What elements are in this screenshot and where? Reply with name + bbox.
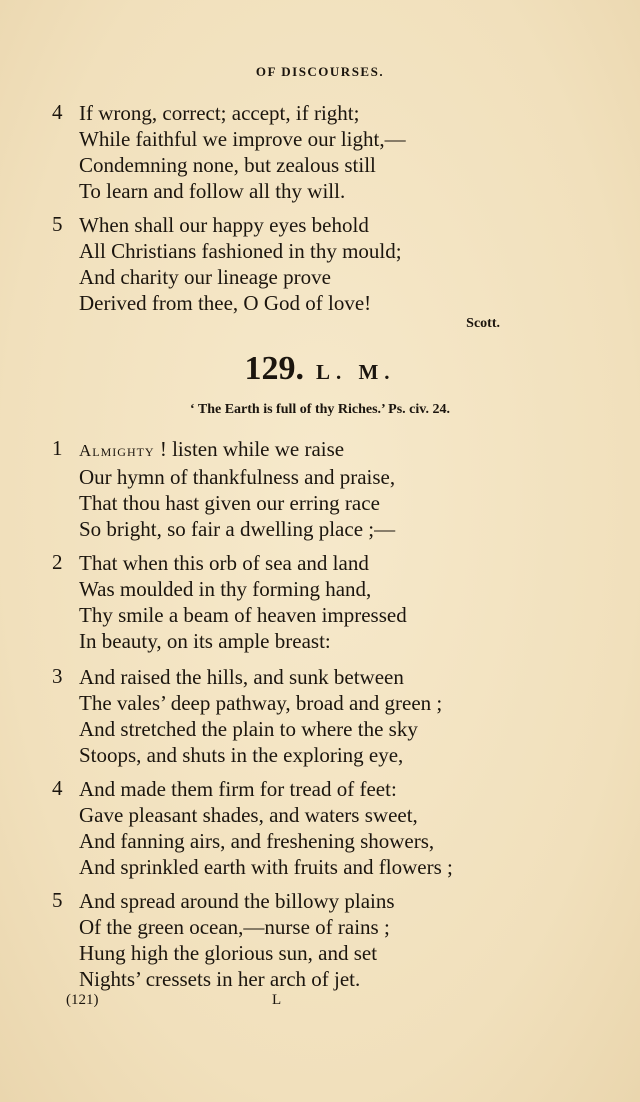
verse-line: And charity our lineage prove xyxy=(79,265,331,289)
verse-line: All Christians fashioned in thy mould; xyxy=(79,239,402,263)
stanza-number: 3 xyxy=(52,664,63,688)
verse-line: The vales’ deep pathway, broad and green ; xyxy=(79,691,443,715)
verse-line: While faithful we improve our light,— xyxy=(79,127,406,151)
hymn-number: 129. xyxy=(244,350,304,387)
verse-line: And fanning airs, and freshening showers, xyxy=(79,829,435,853)
stanza-number: 1 xyxy=(52,436,63,460)
verse-line: And spread around the billowy plains xyxy=(79,889,395,913)
verse-line: That when this orb of sea and land xyxy=(79,551,369,575)
verse-line: And stretched the plain to where the sky xyxy=(79,717,418,741)
verse-line: When shall our happy eyes behold xyxy=(79,213,369,237)
hymn-epigraph: ‘ The Earth is full of thy Riches.’ Ps. civ. 24. xyxy=(189,402,451,417)
hymn-meter: L. M. xyxy=(315,360,396,384)
page-number: (121) xyxy=(66,992,99,1008)
verse-line: Condemning none, but zealous still xyxy=(79,153,376,177)
verse-line: Was moulded in thy forming hand, xyxy=(79,577,372,601)
verse-line: So bright, so fair a dwelling place ;— xyxy=(79,517,396,541)
verse-line xyxy=(79,436,395,464)
verse-line: That thou hast given our erring race xyxy=(79,491,380,515)
verse-line: Thy smile a beam of heaven impressed xyxy=(79,603,407,627)
verse-line: To learn and follow all thy will. xyxy=(79,179,346,203)
hymn-heading xyxy=(0,350,640,388)
running-head: OF DISCOURSES. xyxy=(255,64,385,79)
verse-line-rest: ! listen while we raise xyxy=(159,437,345,461)
verse-line: Derived from thee, O God of love! xyxy=(79,291,372,315)
verse-line: And sprinkled earth with fruits and flowers ; xyxy=(79,855,453,879)
verse-line: Hung high the glorious sun, and set xyxy=(79,941,378,965)
signature-mark: L xyxy=(272,992,282,1008)
verse-line: Of the green ocean,—nurse of rains ; xyxy=(79,915,390,939)
verse-line: In beauty, on its ample breast: xyxy=(79,629,331,653)
author-attribution: Scott. xyxy=(466,316,500,331)
verse-line: And raised the hills, and sunk between xyxy=(79,665,404,689)
verse-line: If wrong, correct; accept, if right; xyxy=(79,101,360,125)
stanza-number: 5 xyxy=(52,888,63,912)
stanza-number: 2 xyxy=(52,550,63,574)
verse-line: Stoops, and shuts in the exploring eye, xyxy=(79,743,404,767)
verse-line: And made them firm for tread of feet: xyxy=(79,777,397,801)
verse-line: Our hymn of thankfulness and praise, xyxy=(79,465,396,489)
verse-line: Gave pleasant shades, and waters sweet, xyxy=(79,803,418,827)
first-word: Almighty xyxy=(79,441,155,460)
verse-line: Nights’ cressets in her arch of jet. xyxy=(79,967,361,991)
stanza-number: 5 xyxy=(52,212,63,236)
stanza-number: 4 xyxy=(52,776,63,800)
stanza-number: 4 xyxy=(52,100,63,124)
